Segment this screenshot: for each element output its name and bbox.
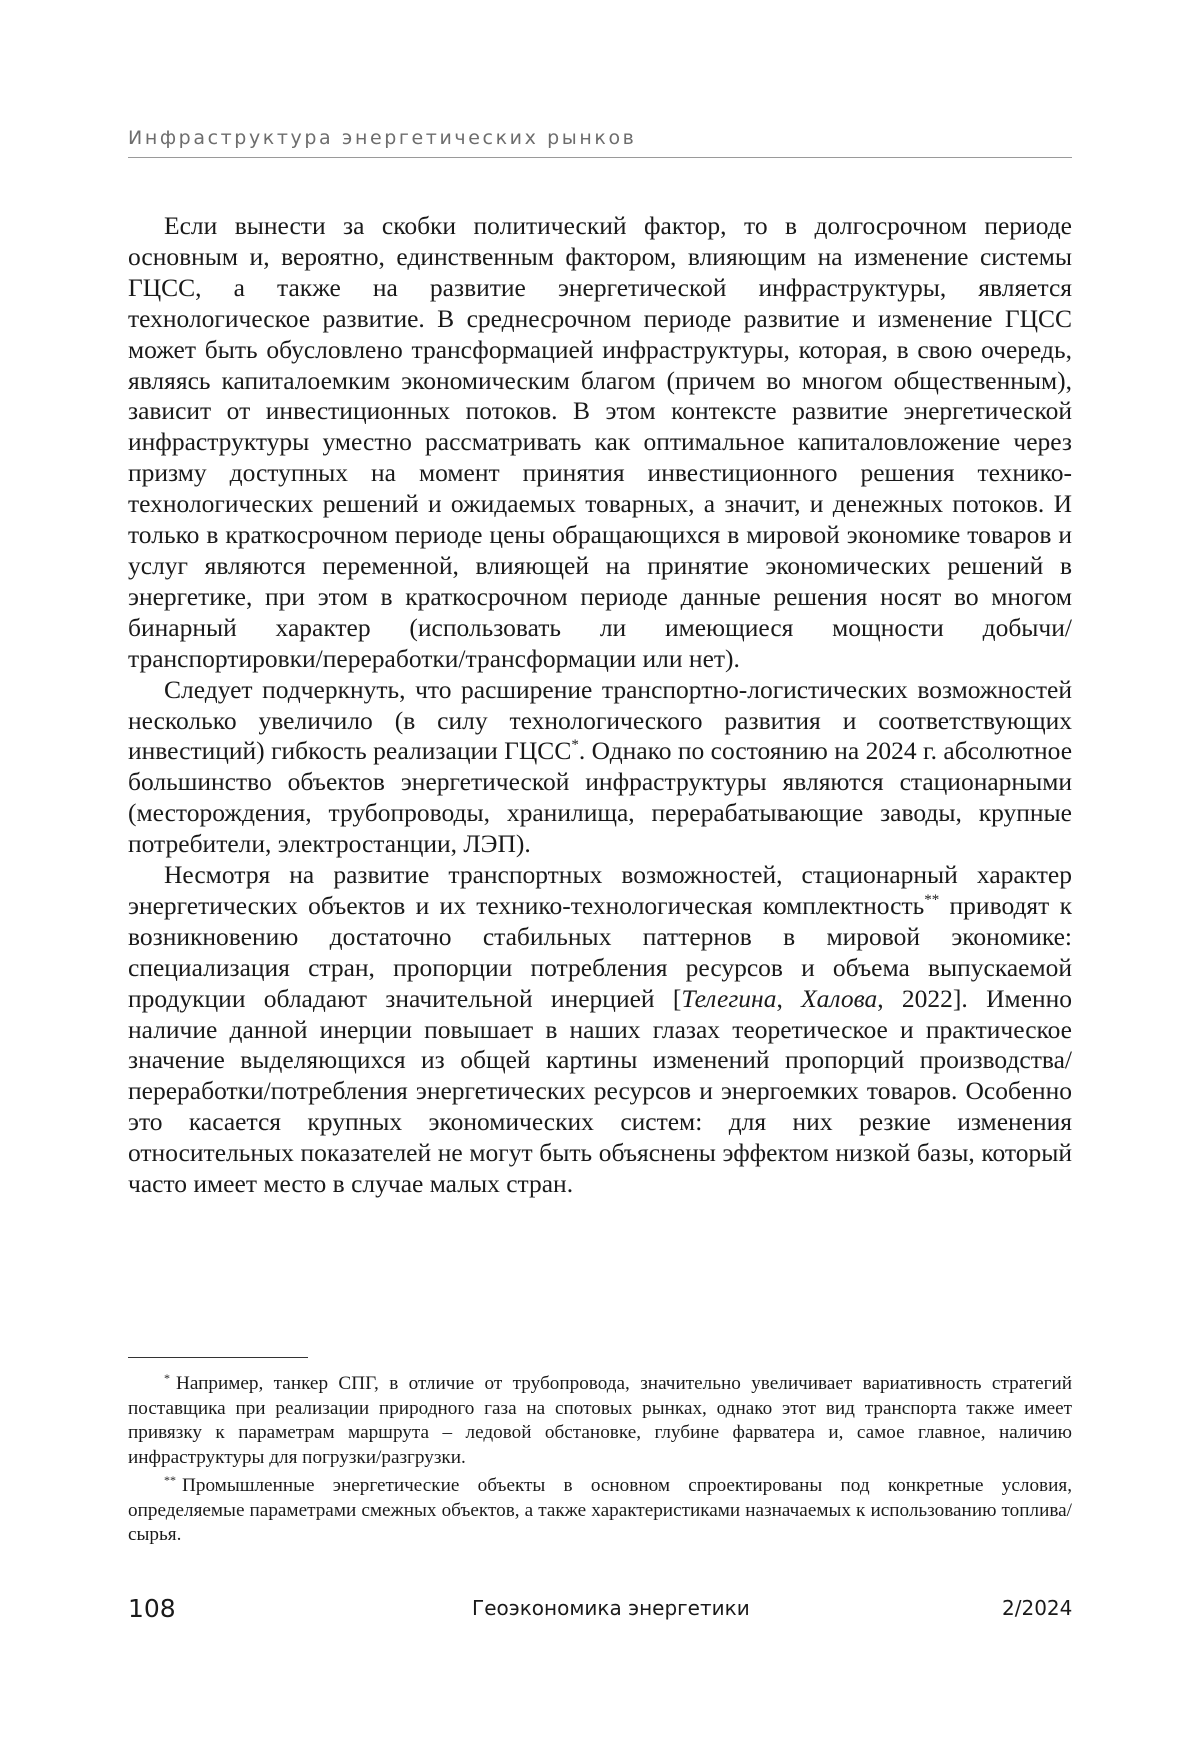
- citation-author: Телегина: [681, 983, 777, 1013]
- paragraph-text: Несмотря на развитие транспортных возможностей, стационарный характер энергетических объектов и их технико-технологическая комплектность: [128, 860, 1072, 920]
- footnote-text: Промышленные энергетические объекты в основном спроектированы под конкретные условия, определяемые параметрами смежных объектов, а также характеристиками назначаемых к использованию топлива/сырья.: [128, 1475, 1072, 1545]
- footnote-1: [128, 1372, 1072, 1470]
- paragraph-1: [128, 211, 1072, 675]
- header-rule: [128, 157, 1072, 158]
- citation-author: Халова: [801, 983, 878, 1013]
- footnote-text: Например, танкер СПГ, в отличие от трубопровода, значительно увеличивает вариативность стратегий поставщика при реализации природного газа на спотовых рынках, однако этот вид транспорта также имеет привязку к параметрам маршрута – ледовой обстановке, глубине фарватера и, самое главное, наличию инфраструктуры для погрузки/разгрузки.: [128, 1373, 1072, 1468]
- running-head: Инфраструктура энергетических рынков: [128, 127, 637, 149]
- footnotes: [128, 1372, 1072, 1552]
- footnote-rule: [128, 1357, 308, 1358]
- page-number: 108: [128, 1594, 176, 1623]
- paragraph-text: приводят к возникновению достаточно стабильных паттернов в мировой экономике: специализация стран, пропорции потребления ресурсов и объема выпускаемой продукции обладают значительной инерцией [: [128, 890, 1072, 1013]
- footnote-2: [128, 1474, 1072, 1548]
- footnote-ref-2[interactable]: **: [924, 891, 940, 908]
- footnote-mark: *: [164, 1371, 170, 1385]
- issue-number: 2/2024: [1002, 1596, 1073, 1620]
- main-text: [128, 211, 1072, 1200]
- paragraph-text: . Однако по состоянию на 2024 г. абсолютное большинство объектов энергетической инфраструктуры являются стационарными (месторождения, трубопроводы, хранилища, перерабатывающие заводы, крупные потребители, электростанции, ЛЭП).: [128, 736, 1073, 859]
- citation-year: , 2022]: [877, 983, 962, 1013]
- footnote-mark: **: [164, 1473, 176, 1487]
- paragraph-text: Следует подчеркнуть, что расширение транспортно-логистических возможностей несколько увеличило (в силу технологического развития и соответствующих инвестиций) гибкость реализации ГЦСС: [128, 674, 1072, 766]
- journal-name: Геоэкономика энергетики: [472, 1596, 750, 1620]
- paragraph-2: [128, 675, 1072, 860]
- paragraph-text: . Именно наличие данной инерции повышает в наших глазах теоретическое и практическое значение выделяющихся из общей картины изменений пропорций производства/переработки/потребления энергетических ресурсов и энергоемких товаров. Особенно это касается крупных экономических систем: для них резкие изменения относительных показателей не могут быть объяснены эффектом низкой базы, который часто имеет место в случае малых стран.: [128, 983, 1072, 1199]
- footnote-ref-1[interactable]: *: [571, 737, 579, 754]
- citation-separator: ,: [776, 983, 802, 1013]
- paragraph-text: Если вынести за скобки политический фактор, то в долгосрочном периоде основным и, вероятно, единственным фактором, влияющим на изменение системы ГЦСС, а также на развитие энергетической инфраструктуры, является технологическое развитие. В среднесрочном периоде развитие и изменение ГЦСС может быть обусловлено трансформацией инфраструктуры, которая, в свою очередь, являясь капиталоемким экономическим благом (причем во многом общественным), зависит от инвестиционных потоков. В этом контексте развитие энергетической инфраструктуры уместно рассматривать как оптимальное капиталовложение через призму доступных на момент принятия инвестиционного решения технико-технологических решений и ожидаемых товарных, а значит, и денежных потоков. И только в краткосрочном периоде цены обращающихся в мировой экономике товаров и услуг являются переменной, влияющей на принятие экономических решений в энергетике, при этом в краткосрочном периоде данные решения носят во многом бинарный характер (использовать ли имеющиеся мощности добычи/транспортировки/переработки/трансформации или нет).: [128, 211, 1072, 673]
- paragraph-3: [128, 860, 1072, 1200]
